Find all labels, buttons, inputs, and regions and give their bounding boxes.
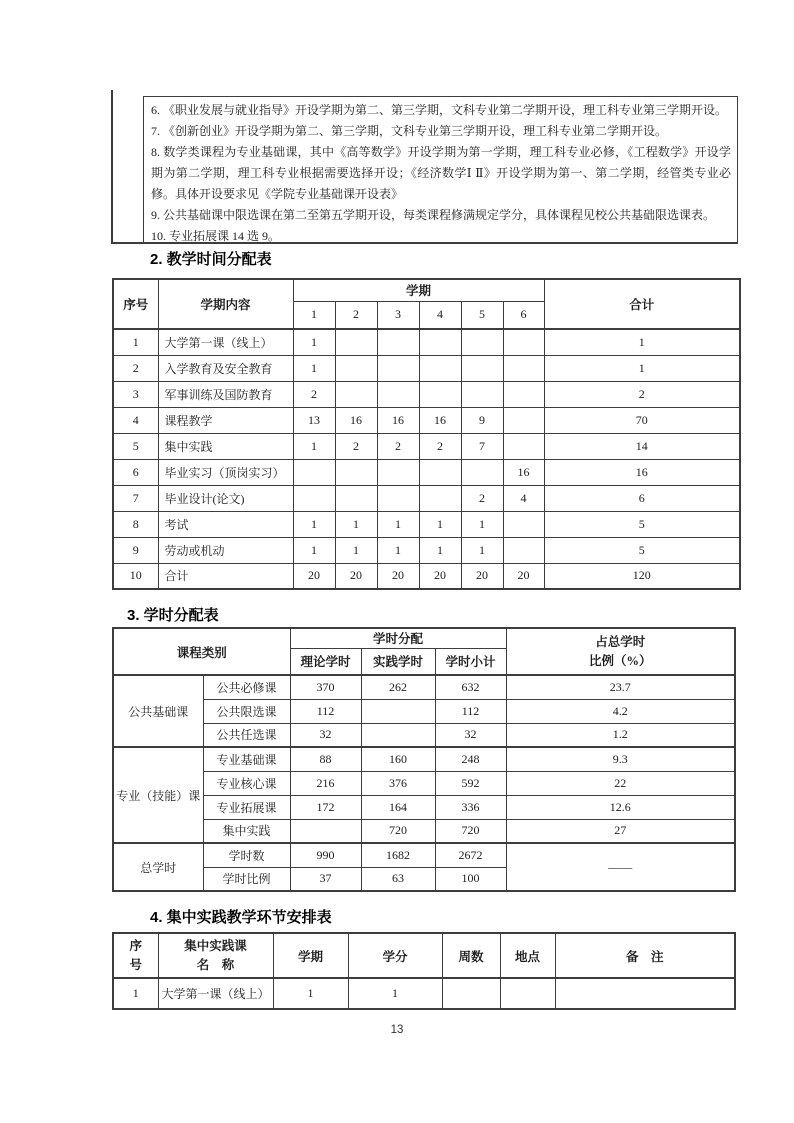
cell: 720 [361,819,435,843]
cell: 课程教学 [158,407,293,433]
cell: 1 [335,511,377,537]
cell: 专业基础课 [203,747,290,771]
table-row [113,771,735,795]
cell: 2 [335,433,377,459]
notes-box [143,96,738,242]
cell: 5 [544,511,740,537]
cell: 1 [419,511,461,537]
cell: 990 [290,843,361,867]
cell: 2 [419,433,461,459]
header-cell-semester: 学期 [293,279,544,301]
note-line: 6. 《职业发展与就业指导》开设学期为第二、第三学期，文科专业第二学期开设，理工科专业第三学期开设。 [151,103,728,117]
cell [419,459,461,485]
cell [335,485,377,511]
group-cell: 总学时 [113,843,203,891]
header-cell-remark: 备 注 [555,933,735,978]
cell [419,329,461,355]
cell: 1 [544,355,740,381]
cell [377,329,419,355]
table-header-row [113,933,735,978]
header-ratio-line2: 比例（%） [589,653,652,668]
header-cell-practice: 实践学时 [361,648,435,675]
cell: 12.6 [506,795,735,819]
cell: 10 [113,563,158,589]
table-row [113,819,735,843]
cell: 1 [293,511,335,537]
cell: 劳动或机动 [158,537,293,563]
table-row [113,355,740,381]
cell [293,485,335,511]
cell [335,381,377,407]
section-3-heading: 3. 学时分配表 [127,607,219,624]
cell: 合计 [158,563,293,589]
cell [461,329,503,355]
cell: 14 [544,433,740,459]
cell: 1 [273,978,348,1009]
cell: 164 [361,795,435,819]
header-cell-semester: 学期 [273,933,348,978]
cell: 5 [544,537,740,563]
cell: 5 [113,433,158,459]
cell: 592 [435,771,506,795]
cell: 376 [361,771,435,795]
header-ratio-line1: 占总学时 [595,635,646,650]
cell: 4 [503,485,544,511]
section-4-heading: 4. 集中实践教学环节安排表 [150,909,332,926]
cell: 4.2 [506,699,735,723]
cell [503,537,544,563]
cell: 370 [290,675,361,699]
cell [377,485,419,511]
table-row [113,747,735,771]
cell [503,407,544,433]
cell [335,355,377,381]
cell: 专业核心课 [203,771,290,795]
cell: 2 [113,355,158,381]
header-cell-theory: 理论学时 [290,648,361,675]
cell: 20 [419,563,461,589]
table-header-row [113,279,740,301]
cell: 8 [113,511,158,537]
cell: 32 [290,723,361,747]
cell: 1 [113,978,158,1009]
cell [377,355,419,381]
cell: 20 [503,563,544,589]
cell: 6 [113,459,158,485]
group-cell: 公共基础课 [113,675,203,747]
header-cell-total: 合计 [544,279,740,329]
cell [419,355,461,381]
semester-number-cell: 5 [461,301,503,329]
header-no-line2: 号 [129,957,142,972]
cell: 9.3 [506,747,735,771]
cell: 毕业实习（顶岗实习） [158,459,293,485]
cell: 公共限选课 [203,699,290,723]
cell [461,355,503,381]
table-row [113,978,735,1009]
cell: 20 [461,563,503,589]
cell: 军事训练及国防教育 [158,381,293,407]
cell: 1.2 [506,723,735,747]
cell: 172 [290,795,361,819]
cell: 1 [461,537,503,563]
semester-number-cell: 6 [503,301,544,329]
cell: 16 [335,407,377,433]
cell: 16 [544,459,740,485]
header-cell-content: 学期内容 [158,279,293,329]
cell [335,459,377,485]
table-header-row [113,628,735,648]
cell [442,978,500,1009]
cell: 1 [293,433,335,459]
table-row [113,459,740,485]
header-cell-location: 地点 [500,933,555,978]
cell: 16 [503,459,544,485]
table-row [113,723,735,747]
header-cell-no: 序号 [113,279,158,329]
cell [335,329,377,355]
note-line: 9. 公共基础课中限选课在第二至第五学期开设，每类课程修满规定学分，具体课程见校公共基础限选课表。 [151,208,716,222]
table-row [113,433,740,459]
cell: 1 [293,355,335,381]
table-row [113,485,740,511]
cell: 32 [435,723,506,747]
cell: 毕业设计(论文) [158,485,293,511]
cell: 1 [544,329,740,355]
group-cell: 专业（技能）课 [113,747,203,843]
cell: 2 [461,485,503,511]
semester-number-cell: 4 [419,301,461,329]
cell [361,723,435,747]
cell [377,459,419,485]
section-2-heading: 2. 教学时间分配表 [150,251,272,268]
semester-number-cell: 3 [377,301,419,329]
practice-teaching-schedule-table [112,932,736,1010]
note-line: 10. 专业拓展课 14 选 9。 [151,229,281,243]
cell: 100 [435,867,506,891]
cell: 2 [293,381,335,407]
note-line: 7. 《创新创业》开设学期为第二、第三学期，文科专业第三学期开设，理工科专业第二学期开设。 [151,124,668,138]
cell: 公共必修课 [203,675,290,699]
cell: 1 [293,537,335,563]
cell: 专业拓展课 [203,795,290,819]
cell: 88 [290,747,361,771]
cell: 20 [377,563,419,589]
cell: 2 [377,433,419,459]
cell: 336 [435,795,506,819]
table-row [113,407,740,433]
cell: 集中实践 [158,433,293,459]
cell: 160 [361,747,435,771]
cell: 20 [293,563,335,589]
cell: 632 [435,675,506,699]
cell: 1 [335,537,377,563]
cell: 学时比例 [203,867,290,891]
header-name-line2: 名 称 [196,957,235,972]
cell: 大学第一课（线上） [158,978,273,1009]
table-row [113,511,740,537]
header-cell-no [113,933,158,978]
header-cell-subtotal: 学时小计 [435,648,506,675]
cell: 9 [113,537,158,563]
cell: 4 [113,407,158,433]
cell: 集中实践 [203,819,290,843]
table-row [113,843,735,867]
cell [503,511,544,537]
cell: 216 [290,771,361,795]
semester-number-cell: 1 [293,301,335,329]
cell [503,329,544,355]
table-row [113,537,740,563]
cell: 1 [419,537,461,563]
cell: 112 [435,699,506,723]
cell [500,978,555,1009]
header-cell-credit: 学分 [348,933,442,978]
teaching-time-allocation-table [112,278,741,590]
cell: 大学第一课（线上） [158,329,293,355]
cell: 248 [435,747,506,771]
cell: 7 [113,485,158,511]
note-line: 8. 数学类课程为专业基础课，其中《高等数学》开设学期为第一学期，理工科专业必修，《工程数学》开设学期为第二学期，理工科专业根据需要选择开设；《经济数学Ⅰ Ⅱ》开设学期为第一、第二学期，经管类专业必修。具体开设要求见《学院专业基础课开设表》 [151,145,731,201]
cell: 20 [335,563,377,589]
cell: 1 [293,329,335,355]
cell: 63 [361,867,435,891]
cell: 1 [377,537,419,563]
table-row [113,381,740,407]
table-row [113,795,735,819]
cell: 70 [544,407,740,433]
semester-number-cell: 2 [335,301,377,329]
cell: 2 [544,381,740,407]
cell [293,459,335,485]
table-row [113,699,735,723]
cell [555,978,735,1009]
cell-dash: —— [506,843,735,891]
table-row [113,329,740,355]
cell: 1 [461,511,503,537]
cell: 公共任选课 [203,723,290,747]
cell: 1682 [361,843,435,867]
cell: 1 [377,511,419,537]
cell: 37 [290,867,361,891]
cell [461,459,503,485]
header-cell-weeks: 周数 [442,933,500,978]
header-cell-ratio [506,628,735,675]
cell: 720 [435,819,506,843]
header-cell-course-name [158,933,273,978]
cell [461,381,503,407]
cell [377,381,419,407]
table-row [113,675,735,699]
header-name-line1: 集中实践课 [184,939,247,954]
cell: 16 [419,407,461,433]
cell [503,433,544,459]
cell: 13 [293,407,335,433]
table-row [113,563,740,589]
cell: 1 [113,329,158,355]
cell: 120 [544,563,740,589]
header-no-line1: 序 [129,939,142,954]
cell [503,355,544,381]
cell: 入学教育及安全教育 [158,355,293,381]
cell: 2672 [435,843,506,867]
cell: 学时数 [203,843,290,867]
notes-outer-table-remnant [111,90,738,244]
header-cell-allocation: 学时分配 [290,628,506,648]
cell: 22 [506,771,735,795]
cell [503,381,544,407]
cell: 6 [544,485,740,511]
cell: 考试 [158,511,293,537]
cell: 9 [461,407,503,433]
cell [419,381,461,407]
cell: 16 [377,407,419,433]
cell: 23.7 [506,675,735,699]
cell: 7 [461,433,503,459]
cell [361,699,435,723]
page-number: 13 [390,1024,404,1036]
cell [419,485,461,511]
header-cell-category: 课程类别 [113,628,290,675]
cell: 1 [348,978,442,1009]
cell: 262 [361,675,435,699]
cell: 3 [113,381,158,407]
cell: 112 [290,699,361,723]
cell [290,819,361,843]
cell: 27 [506,819,735,843]
class-hours-allocation-table [112,627,736,892]
